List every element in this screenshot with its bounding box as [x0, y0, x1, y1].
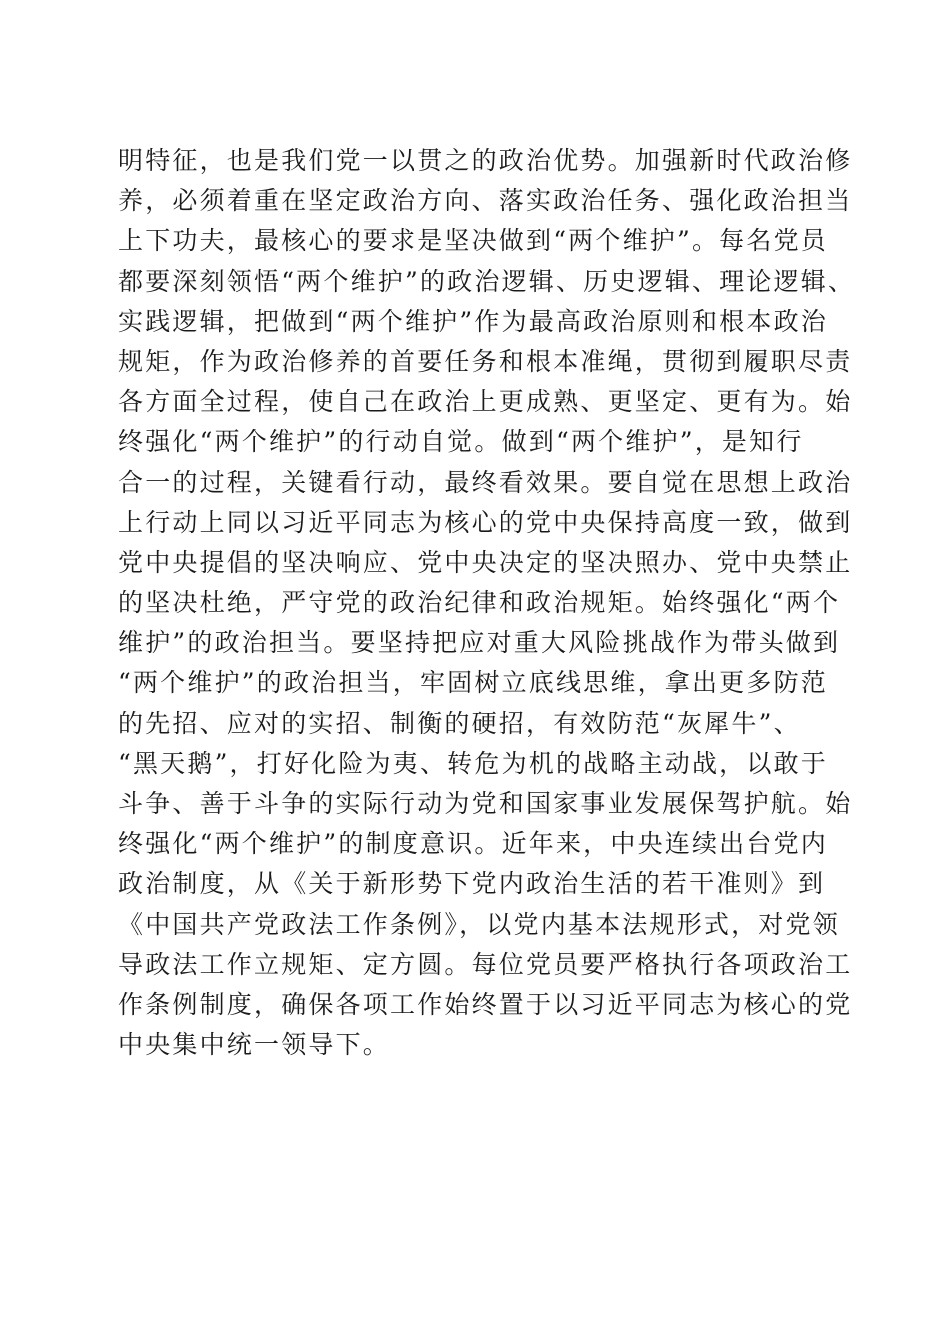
text-line: 导政法工作立规矩、定方圆。每位党员要严格执行各项政治工: [118, 949, 853, 979]
text-line: 养，必须着重在坚定政治方向、落实政治任务、强化政治担当: [118, 186, 853, 216]
text-line: 中央集中统一领导下。: [118, 1030, 391, 1060]
text-line: 党中央提倡的坚决响应、党中央决定的坚决照办、党中央禁止: [118, 547, 853, 577]
text-line: 作条例制度，确保各项工作始终置于以习近平同志为核心的党: [118, 989, 853, 1019]
text-line: 终强化“两个维护”的制度意识。近年来，中央连续出台党内: [118, 829, 828, 859]
text-line: 实践逻辑，把做到“两个维护”作为最高政治原则和根本政治: [118, 306, 828, 336]
text-line: 《中国共产党政法工作条例》，以党内基本法规形式，对党领: [118, 909, 840, 939]
text-line: “两个维护”的政治担当，牢固树立底线思维，拿出更多防范: [118, 668, 828, 698]
text-line: 都要深刻领悟“两个维护”的政治逻辑、历史逻辑、理论逻辑、: [118, 266, 856, 296]
text-line: 各方面全过程，使自己在政治上更成熟、更坚定、更有为。始: [118, 387, 853, 417]
text-line: 维护”的政治担当。要坚持把应对重大风险挑战作为带头做到: [118, 628, 841, 658]
text-line: 明特征，也是我们党一以贯之的政治优势。加强新时代政治修: [118, 146, 853, 175]
text-line: 规矩，作为政治修养的首要任务和根本准绳，贯彻到履职尽责: [118, 346, 853, 376]
text-line: 的坚决杜绝，严守党的政治纪律和政治规矩。始终强化“两个: [118, 588, 841, 618]
body-text: [118, 141, 856, 1065]
text-line: “黑天鹅”，打好化险为夷、转危为机的战略主动战，以敢于: [118, 748, 828, 778]
text-line: 上下功夫，最核心的要求是坚决做到“两个维护”。每名党员: [118, 226, 828, 256]
text-line: 合一的过程，关键看行动，最终看效果。要自觉在思想上政治: [118, 467, 853, 497]
text-line: 斗争、善于斗争的实际行动为党和国家事业发展保驾护航。始: [118, 789, 853, 818]
text-line: 的先招、应对的实招、制衡的硬招，有效防范“灰犀牛”、: [118, 708, 801, 738]
text-line: 上行动上同以习近平同志为核心的党中央保持高度一致，做到: [118, 507, 853, 537]
text-line: 终强化“两个维护”的行动自觉。做到“两个维护”，是知行: [118, 427, 804, 457]
text-line: 政治制度，从《关于新形势下党内政治生活的若干准则》到: [118, 869, 826, 899]
